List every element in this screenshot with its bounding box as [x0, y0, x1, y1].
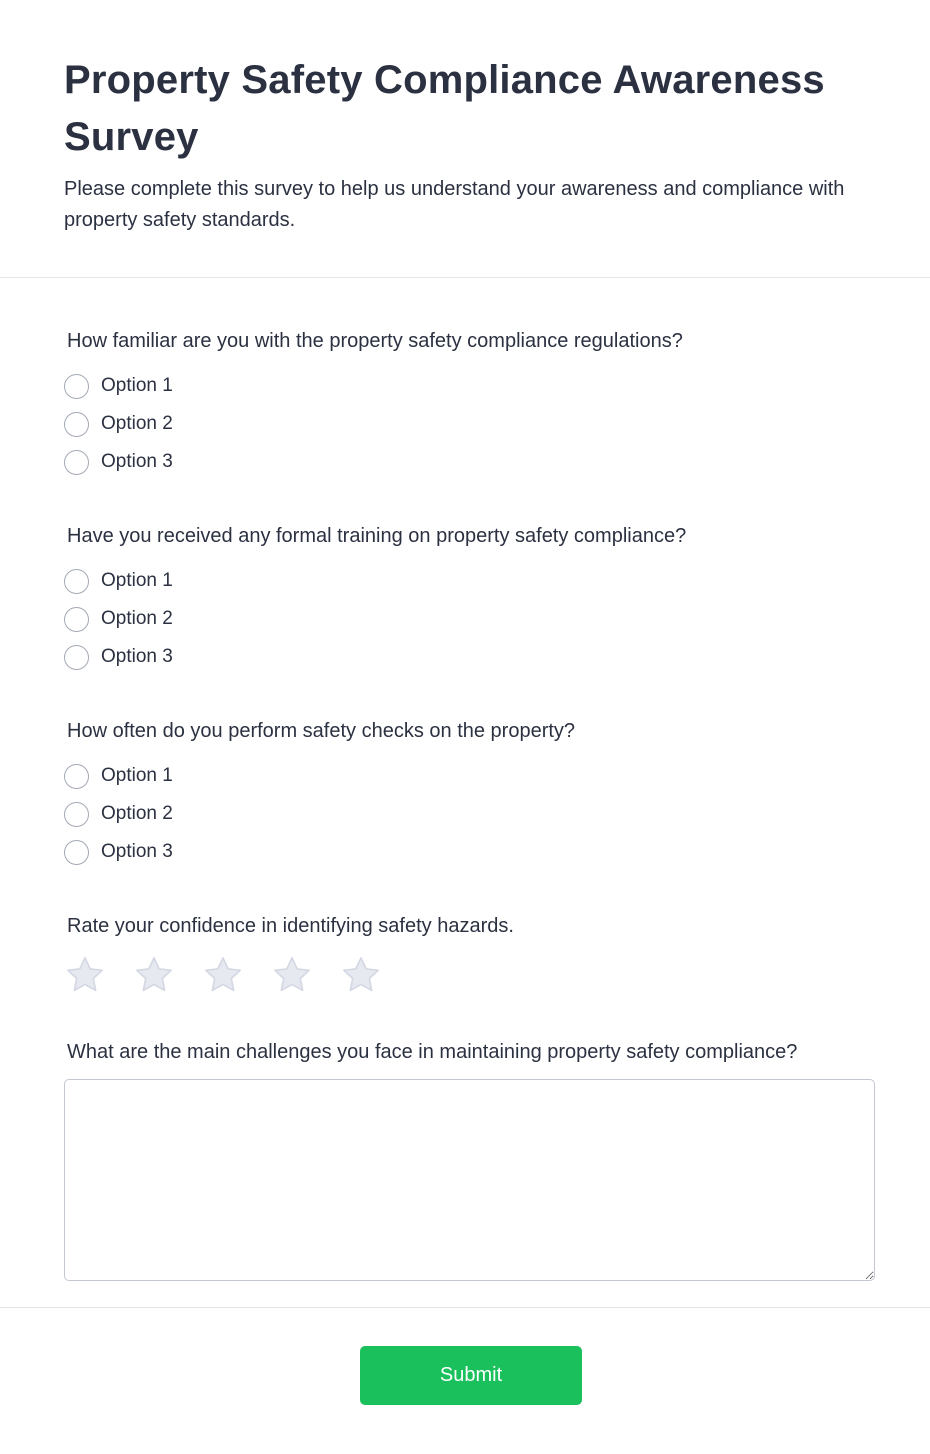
radio-option[interactable]	[64, 833, 866, 871]
answer-wrapper	[64, 1079, 866, 1281]
option-label: Option 3	[101, 646, 173, 667]
star-2-icon[interactable]	[133, 954, 175, 996]
survey-header	[0, 0, 930, 278]
radio-button[interactable]	[64, 764, 89, 789]
star-rating	[64, 953, 866, 997]
radio-option[interactable]	[64, 795, 866, 833]
challenges-textarea[interactable]	[64, 1079, 875, 1281]
question-familiarity	[64, 326, 866, 481]
option-label: Option 1	[101, 765, 173, 786]
radio-option[interactable]	[64, 638, 866, 676]
survey-body	[0, 278, 930, 1281]
radio-option[interactable]	[64, 757, 866, 795]
star-5-icon[interactable]	[340, 954, 382, 996]
question-label: Have you received any formal training on property safety compliance?	[67, 525, 687, 547]
question-safety-checks	[64, 716, 866, 871]
radio-button[interactable]	[64, 450, 89, 475]
page-title: Property Safety Compliance Awareness Survey	[64, 58, 825, 159]
question-label: What are the main challenges you face in maintaining property safety compliance?	[67, 1041, 798, 1063]
radio-option[interactable]	[64, 562, 866, 600]
star-4-icon[interactable]	[271, 954, 313, 996]
radio-button[interactable]	[64, 607, 89, 632]
option-label: Option 1	[101, 570, 173, 591]
radio-option[interactable]	[64, 443, 866, 481]
radio-option[interactable]	[64, 405, 866, 443]
page-subtitle: Please complete this survey to help us understand your awareness and compliance with property safety standards.	[64, 178, 845, 231]
star-1-icon[interactable]	[64, 954, 106, 996]
option-label: Option 2	[101, 413, 173, 434]
radio-button[interactable]	[64, 374, 89, 399]
radio-button[interactable]	[64, 840, 89, 865]
radio-button[interactable]	[64, 645, 89, 670]
radio-option[interactable]	[64, 367, 866, 405]
option-label: Option 3	[101, 451, 173, 472]
option-label: Option 2	[101, 803, 173, 824]
question-training	[64, 521, 866, 676]
radio-button[interactable]	[64, 802, 89, 827]
star-3-icon[interactable]	[202, 954, 244, 996]
submit-button[interactable]: Submit	[360, 1346, 582, 1405]
question-label: How familiar are you with the property safety compliance regulations?	[67, 330, 683, 352]
radio-button[interactable]	[64, 412, 89, 437]
radio-button[interactable]	[64, 569, 89, 594]
question-challenges	[64, 1037, 866, 1281]
survey-footer	[0, 1307, 930, 1454]
option-label: Option 3	[101, 841, 173, 862]
question-label: How often do you perform safety checks on the property?	[67, 720, 576, 742]
option-label: Option 1	[101, 375, 173, 396]
question-confidence-rating	[64, 911, 866, 997]
radio-option[interactable]	[64, 600, 866, 638]
option-label: Option 2	[101, 608, 173, 629]
question-label: Rate your confidence in identifying safety hazards.	[67, 915, 514, 937]
